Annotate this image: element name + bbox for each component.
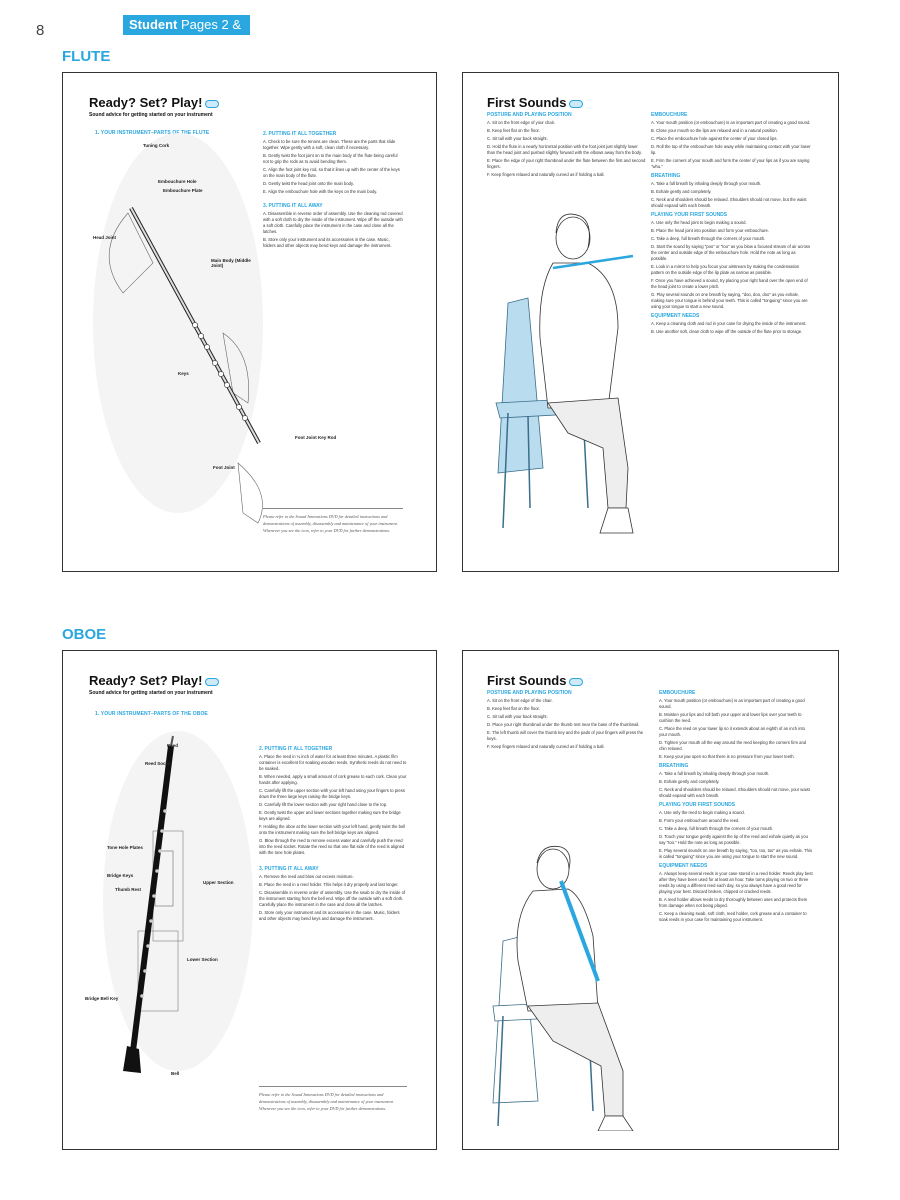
label-embouchure-plate: Embouchure Plate	[163, 188, 203, 193]
oboe-emb-e: E. Keep your jaw open so that there is no pressure from your lower teeth.	[659, 754, 795, 759]
tab-pages-label: Pages 2 & 3	[129, 17, 242, 52]
label-tone-hole-plates: Tone Hole Plates	[107, 845, 143, 850]
flute-together-heading: 2. PUTTING IT ALL TOGETHER	[263, 131, 337, 137]
oboe-breath-c: C. Neck and shoulders should be relaxed. Shoulders should not move, your waist should expand with each breath.	[659, 787, 810, 798]
flute-away-b: B. Store only your instrument and its accessories in the case. Music, folders and other objects may bend keys and damage the instrument.	[263, 237, 392, 248]
flute-away-heading: 3. PUTTING IT ALL AWAY	[263, 203, 323, 209]
oboe-emb-a: A. Your mouth position (or embouchure) is an important part of creating a good sound.	[659, 698, 805, 709]
oboe-playing-heading: PLAYING YOUR FIRST SOUNDS	[659, 802, 736, 808]
oboe-posture-d: D. Place your right thumbnail under the thumb rest near the base of the thumbnail.	[487, 722, 640, 727]
flute-left-title: Ready? Set? Play!	[89, 95, 219, 110]
flute-together-d: D. Gently twist the head joint onto the main body.	[263, 181, 354, 186]
oboe-posture-heading: POSTURE AND PLAYING POSITION	[487, 690, 572, 696]
flute-emb-e: E. Firm the corners of your mouth and form the center of your lips as if you are saying "whu."	[651, 158, 810, 169]
tab-bold-label: Student	[129, 17, 178, 32]
flute-breath-c: C. Neck and shoulders should be relaxed. Shoulders should not move, but the waist should expand with each breath.	[651, 197, 807, 208]
flute-posture-e: E. Place the edge of your right thumbnail under the flute between the first and second fingers.	[487, 158, 646, 169]
oboe-emb-d: D. Tighten your mouth all the way around the reed keeping the corners firm and chin relaxed.	[659, 740, 807, 751]
oboe-together-c: C. Carefully lift the upper section with your left hand using your fingers to press down the three large keys raising the bridge keys.	[259, 788, 405, 799]
oboe-posture-e: E. The left thumb will cover the thumb key and the pads of your fingers will press the keys.	[487, 730, 644, 741]
oboe-ready-set-play-page[interactable]	[62, 650, 437, 1150]
flute-breath-b: B. Exhale gently and completely.	[651, 189, 712, 194]
oboe-together-a: A. Place the reed in ¼ inch of water for at least three minutes. A plastic film container is excellent for soaking wooden reeds. Synthetic reeds do not need to be soaked.	[259, 754, 407, 771]
flute-breath-a: A. Take a full breath by inhaling deeply through your mouth.	[651, 181, 762, 186]
flute-emb-a: A. Your mouth position (or embouchure) is an important part of creating a good sound.	[651, 120, 811, 125]
oboe-section-title: OBOE	[62, 626, 107, 643]
flute-play-d: D. Start the sound by saying "poo" or "too" as you blow a focused stream of air across the center and outside edge of the embouchure hole. Hold the note as long as possible.	[651, 244, 811, 261]
oboe-together-b: B. When needed, apply a small amount of cork grease to each cork. Clean your hands after applying.	[259, 774, 407, 785]
flute-together-b: B. Gently twist the foot joint on to the main body of the flute being careful not to grip the rods as to avoid bending them.	[263, 153, 398, 164]
flute-together-a: A. Check to be sure the tenons are clean. These are the parts that slide together. Wipe gently with a soft, clean cloth if necessary.	[263, 139, 396, 150]
flute-together-e: E. Align the embouchure hole with the keys on the main body.	[263, 189, 378, 194]
oboe-emb-c: C. Place the reed on your lower lip so it extends about an eighth of an inch into your mouth.	[659, 726, 805, 737]
oboe-diagram	[93, 731, 273, 1091]
student-pages-tab	[123, 15, 250, 52]
flute-posture-c: C. Sit tall with your back straight.	[487, 136, 548, 141]
flute-equip-b: B. Use another soft, clean cloth to wipe off the outside of the flute prior to storage.	[651, 329, 803, 334]
oboe-away-c: C. Disassemble in reverse order of assembly. Use the swab to dry the inside of the instrument starting from the bell end. Wipe off the outside with a soft cloth. Carefully place the instrument in the case and close all the latches.	[259, 890, 406, 907]
flute-right-title: First Sounds	[487, 95, 583, 110]
oboe-left-subtitle: Sound advice for getting started on your instrument	[89, 690, 213, 696]
oboe-equip-b: B. A reed holder allows reeds to dry thoroughly between uses and protects them from damage when not being played.	[659, 897, 808, 908]
oboe-assembly-text	[259, 743, 407, 924]
dvd-icon	[569, 100, 583, 108]
flute-equip-a: A. Keep a cleaning cloth and rod in your case for drying the inside of the instrument.	[651, 321, 807, 326]
label-upper-section: Upper Section	[203, 880, 234, 885]
oboe-emb-b: B. Moisten your lips and roll both your upper and lower lips over your teeth to cushion the reed.	[659, 712, 802, 723]
label-embouchure-hole: Embouchure Hole	[158, 179, 197, 184]
flute-breathing-heading: BREATHING	[651, 173, 681, 179]
oboe-parts-heading: 1. YOUR INSTRUMENT–PARTS OF THE OBOE	[95, 711, 208, 717]
flute-posture-b: B. Keep feet flat on the floor.	[487, 128, 540, 133]
oboe-away-d: D. Store only your instrument and its accessories in the case. Music, folders and other objects may bend keys and damage the instrument.	[259, 910, 400, 921]
flute-posture-d: D. Hold the flute in a nearly horizontal position with the foot joint just slightly lower than the head joint and pushed slightly forward with the elbows away from the body.	[487, 144, 642, 155]
label-foot-joint: Foot Joint	[213, 465, 235, 470]
oboe-together-d: D. Carefully lift the lower section with your right hand close to the top.	[259, 802, 388, 807]
oboe-posture-c: C. Sit tall with your back straight.	[487, 714, 548, 719]
label-bell: Bell	[171, 1071, 180, 1076]
flute-together-c: C. Align the foot joint key rod, so that it lines up with the center of the keys on the main body of the flute.	[263, 167, 400, 178]
flute-left-subtitle: Sound advice for getting started on your instrument	[89, 112, 213, 118]
flute-emb-d: D. Roll the top of the embouchure hole away while maintaining contact with your lower lip.	[651, 144, 811, 155]
oboe-player-illustration	[483, 841, 658, 1131]
divider	[263, 508, 403, 509]
flute-play-a: A. Use only the head joint to begin making a sound.	[651, 220, 747, 225]
label-head-joint: Head Joint	[93, 235, 117, 240]
oboe-play-e: E. Play several sounds on one breath by saying, "too, too, too" as you exhale. This is called "tonguing" since you are using your tongue to start the new sound.	[659, 848, 813, 859]
oboe-breath-b: B. Exhale gently and completely.	[659, 779, 720, 784]
flute-play-b: B. Place the head joint into position and form your embouchure.	[651, 228, 770, 233]
label-main-body: Main Body (Middle Joint)	[211, 258, 251, 268]
oboe-equipment-heading: EQUIPMENT NEEDS	[659, 863, 708, 869]
oboe-away-a: A. Remove the reed and blow out excess moisture.	[259, 874, 354, 879]
flute-play-g: G. Play several sounds on one breath by saying, "doo, doo, doo" as you exhale, making sure your tongue is behind your teeth. This is called "tonguing" since you are using your tongue to start a new sound.	[651, 292, 808, 309]
oboe-play-b: B. Form your embouchure around the reed.	[659, 818, 740, 823]
oboe-posture-b: B. Keep feet flat on the floor.	[487, 706, 540, 711]
flute-emb-c: C. Place the embouchure hole against the center of your closed lips.	[651, 136, 778, 141]
flute-assembly-text	[263, 128, 403, 251]
oboe-together-heading: 2. PUTTING IT ALL TOGETHER	[259, 746, 333, 752]
flute-play-c: C. Take a deep, full breath through the corners of your mouth.	[651, 236, 766, 241]
flute-emb-b: B. Close your mouth so the lips are relaxed and in a natural position.	[651, 128, 778, 133]
oboe-equip-a: A. Always keep several reeds in your case stored in a reed holder. Reeds play best after they have been used for at least an hour. Take turns playing on two or three reeds by using a different reed each day, so you always have a good reed for playing your best. Discard broken, chipped or cracked reeds.	[659, 871, 813, 894]
oboe-dvd-note: Please refer to the Sound Innovations DVD for detailed instructions and demonstrations of assembly, disassembly and maintenance of your instrument. Whenever you see the icon, refer to your DVD for further demonstrations.	[259, 1092, 394, 1111]
flute-posture-f: F. Keep fingers relaxed and naturally curved as if holding a ball.	[487, 172, 605, 177]
oboe-together-g: G. Blow through the reed to remove excess water and carefully push the reed into the reed socket. Rotate the reed so that one flat side of the reed is aligned with the tone hole plates.	[259, 838, 405, 855]
oboe-embouchure-heading: EMBOUCHURE	[659, 690, 696, 696]
oboe-away-heading: 3. PUTTING IT ALL AWAY	[259, 866, 319, 872]
oboe-play-d: D. Touch your tongue gently against the tip of the reed and exhale quietly as you say "too." Hold the note as long as possible.	[659, 834, 808, 845]
oboe-away-b: B. Place the reed in a reed holder. This helps it dry properly and last longer.	[259, 882, 399, 887]
oboe-play-a: A. Use only the reed to begin making a sound.	[659, 810, 745, 815]
oboe-technique-text	[659, 687, 814, 925]
label-reed-socket: Reed Socket	[145, 761, 173, 766]
page-number: 8	[36, 22, 45, 39]
divider	[259, 1086, 407, 1087]
flute-playing-heading: PLAYING YOUR FIRST SOUNDS	[651, 212, 728, 218]
oboe-breath-a: A. Take a full breath by inhaling deeply through your mouth.	[659, 771, 770, 776]
flute-parts-heading: 1. YOUR INSTRUMENT–PARTS OF THE FLUTE	[95, 130, 210, 136]
flute-diagram	[83, 133, 283, 533]
oboe-play-c: C. Take a deep, full breath through the corners of your mouth.	[659, 826, 774, 831]
flute-section-title: FLUTE	[62, 48, 111, 65]
flute-play-f: F. Once you have achieved a sound, try placing your right hand over the open end of the head joint to create a lower pitch.	[651, 278, 808, 289]
flute-ready-set-play-page[interactable]	[62, 72, 437, 572]
label-keys: Keys	[178, 371, 189, 376]
label-foot-joint-key-rod: Foot Joint Key Rod	[295, 435, 337, 440]
oboe-breathing-heading: BREATHING	[659, 763, 689, 769]
oboe-together-e: E. Gently twist the upper and lower sections together making sure the bridge keys are aligned.	[259, 810, 401, 821]
flute-player-illustration	[468, 208, 653, 538]
oboe-posture-text	[487, 687, 647, 752]
flute-first-sounds-page[interactable]	[462, 72, 839, 572]
oboe-right-title: First Sounds	[487, 673, 583, 688]
dvd-icon	[205, 678, 219, 686]
oboe-together-f: F. Holding the oboe at the lower section with your left hand, gently twist the bell onto the instrument making sure the bell bridge keys are aligned.	[259, 824, 406, 835]
flute-posture-heading: POSTURE AND PLAYING POSITION	[487, 112, 572, 118]
label-bridge-keys: Bridge Keys	[107, 873, 134, 878]
dvd-icon	[205, 100, 219, 108]
flute-posture-text	[487, 109, 647, 180]
flute-dvd-note: Please refer to the Sound Innovations DVD for detailed instructions and demonstrations of assembly, disassembly and maintenance of your instrument. Whenever you see the icon, refer to your DVD for further demonstrations.	[263, 514, 398, 533]
label-bridge-bell-key: Bridge Bell Key	[85, 996, 119, 1001]
dvd-icon	[569, 678, 583, 686]
flute-embouchure-heading: EMBOUCHURE	[651, 112, 688, 118]
oboe-posture-a: A. Sit on the front edge of the chair.	[487, 698, 553, 703]
flute-posture-a: A. Sit on the front edge of your chair.	[487, 120, 555, 125]
label-tuning-cork: Tuning Cork	[143, 143, 170, 148]
label-thumb-rest: Thumb Rest	[115, 887, 142, 892]
oboe-first-sounds-page[interactable]	[462, 650, 839, 1150]
oboe-posture-f: F. Keep fingers relaxed and naturally curved as if holding a ball.	[487, 744, 605, 749]
flute-play-e: E. Look in a mirror to help you focus your airstream by making the condensation pattern on the outside edge of the lip plate as narrow as possible.	[651, 264, 800, 275]
label-reed: Reed	[167, 743, 179, 748]
oboe-left-title: Ready? Set? Play!	[89, 673, 219, 688]
label-lower-section: Lower Section	[187, 957, 218, 962]
oboe-equip-c: C. Keep a cleaning swab, soft cloth, reed holder, cork grease and a container to soak reeds in your case for maintaining your instrument.	[659, 911, 807, 922]
flute-away-a: A. Disassemble in reverse order of assembly. Use the cleaning rod covered with a soft cloth to dry the inside of the instrument. Wipe off the outside with a soft cloth. Carefully place the instrument in the case and close all the latches.	[263, 211, 403, 234]
flute-technique-text	[651, 109, 811, 337]
flute-equipment-heading: EQUIPMENT NEEDS	[651, 313, 700, 319]
